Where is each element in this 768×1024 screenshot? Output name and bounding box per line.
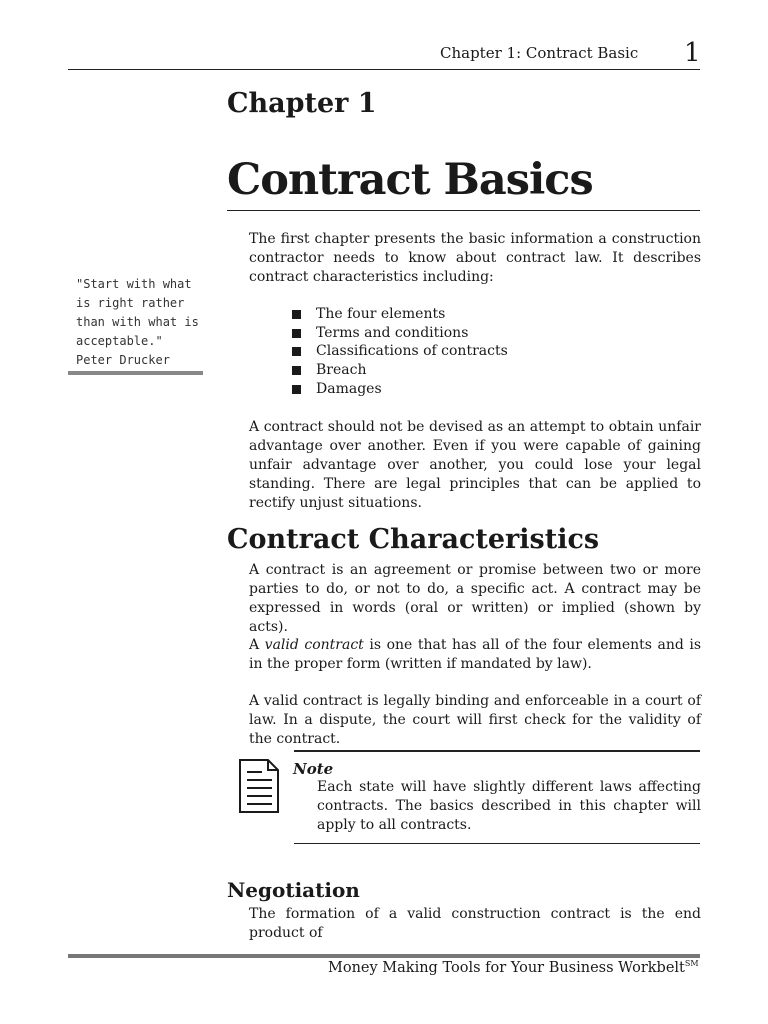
quote-line: acceptable.": [76, 334, 163, 348]
page-number: 1: [684, 38, 701, 68]
chapter-title: Contract Basics: [227, 155, 593, 205]
quote-author: Peter Drucker: [76, 353, 170, 367]
footer-divider: [68, 954, 700, 958]
unfair-advantage-paragraph: A contract should not be devised as an attempt to obtain unfair advantage over another. Even if you were capable of gaining unfair advantage over another, you could lose your legal standing. There are legal principles that can be applied to rectify unjust situations.: [249, 419, 701, 511]
chapter-label: Chapter 1: [227, 88, 377, 119]
note-label: Note: [293, 760, 334, 778]
sidebar-quote: [76, 275, 206, 370]
negotiation-paragraph: The formation of a valid construction contract is the end product of: [249, 906, 701, 941]
list-item: Terms and conditions: [292, 324, 508, 343]
characteristics-list: [292, 305, 508, 399]
enforceability-paragraph: A valid contract is legally binding and enforceable in a court of law. In a dispute, the court will first check for the validity of the contract.: [249, 693, 701, 747]
square-bullet-icon: [292, 329, 301, 338]
list-item: The four elements: [292, 305, 508, 324]
section-heading: Contract Characteristics: [227, 524, 600, 555]
document-icon: [238, 758, 280, 814]
quote-line: "Start with what: [76, 277, 192, 291]
running-footer: Money Making Tools for Your Business Workbelt℠: [328, 959, 699, 976]
valid-contract-paragraph: A valid contract is one that has all of the four elements and is in the proper form (written if mandated by law).: [249, 637, 702, 672]
intro-paragraph: The first chapter presents the basic information a construction contractor needs to know about contract law. It describes contract characteristics including:: [249, 231, 701, 285]
valid-contract-term: valid contract: [264, 637, 364, 653]
list-item: Breach: [292, 361, 508, 380]
running-title: Chapter 1: Contract Basic: [440, 44, 639, 62]
note-text: Each state will have slightly different laws affecting contracts. The basics described in this chapter will apply to all contracts.: [317, 779, 701, 833]
subsection-heading: Negotiation: [227, 878, 360, 902]
square-bullet-icon: [292, 310, 301, 319]
note-top-divider: [294, 750, 700, 752]
square-bullet-icon: [292, 347, 301, 356]
note-bottom-divider: [294, 843, 700, 844]
quote-divider: [68, 371, 203, 375]
square-bullet-icon: [292, 366, 301, 375]
service-mark: SM: [684, 959, 699, 968]
contract-definition-paragraph: A contract is an agreement or promise between two or more parties to do, or not to do, a specific act. A contract may be expressed in words (oral or written) or implied (shown by acts).: [249, 562, 701, 635]
title-divider: [227, 210, 700, 211]
quote-line: is right rather: [76, 296, 185, 310]
header-divider: [68, 69, 700, 70]
list-item: Damages: [292, 380, 508, 399]
square-bullet-icon: [292, 385, 301, 394]
quote-line: than with what is: [76, 315, 199, 329]
list-item: Classifications of contracts: [292, 342, 508, 361]
